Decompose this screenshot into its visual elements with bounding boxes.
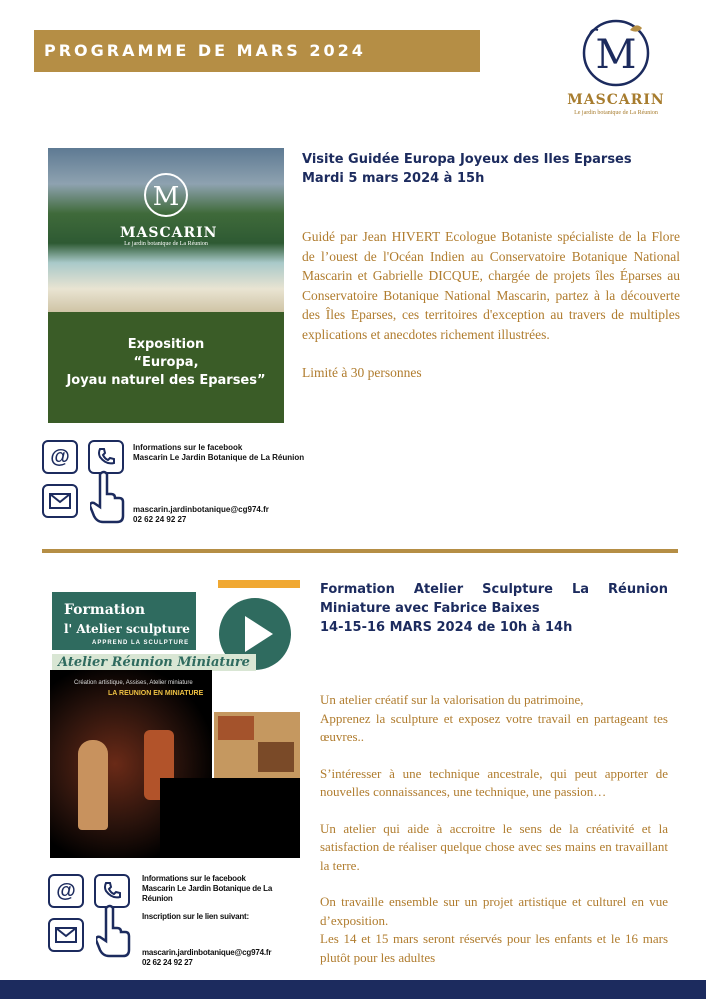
image-logo-name: MASCARIN [120, 225, 218, 241]
svg-text:M: M [595, 32, 637, 78]
phone-icon [88, 440, 124, 474]
email-at-icon: @ [48, 874, 84, 908]
logo-subtitle: Le jardin botanique de La Réunion [574, 110, 658, 116]
event2-title [320, 580, 668, 637]
atelier-script-title: Atelier Réunion Miniature [52, 654, 256, 671]
phone-number[interactable]: 02 62 24 92 27 [142, 958, 193, 967]
event2-paragraph: S’intéresser à une technique ancestrale, qui peut apporter de nouvelles connaissances, une technique, une passion… [320, 765, 668, 799]
image-subtitle: l' Atelier sculpture [64, 622, 190, 636]
event1-description: Guidé par Jean HIVERT Ecologue Botaniste spécialiste de la Flore de l’ouest de l'Océan Indien au Conservatoire Botanique National Mascarin et Gabrielle DICQUE, chargée de projets îles Éparses au Conservatoire Botanique National Mascarin, partez à la découverte des Îles Eparses, ces territoires d'exception au travers de multiples explications et anecdotes richement illustrées. [302, 229, 680, 342]
video-top-bar [48, 580, 300, 590]
section-divider [42, 549, 678, 553]
event1-image [48, 148, 284, 423]
facebook-label: Informations sur le facebook [133, 443, 243, 452]
poster-title: LA REUNION EN MINIATURE [108, 690, 204, 697]
event1-limit: Limité à 30 personnes [302, 365, 422, 380]
image-logo [120, 170, 218, 247]
event2-date: 14-15-16 MARS 2024 de 10h à 14h [320, 620, 573, 635]
event2-title-line: Formation Atelier Sculpture La Réunion [320, 582, 668, 597]
page-title-banner: PROGRAMME DE MARS 2024 [34, 30, 480, 72]
event2-description-block [320, 691, 668, 967]
event2-contact-icons [48, 874, 138, 958]
event1-description-block [302, 227, 680, 383]
formation-title-panel [52, 592, 196, 650]
europa-landscape-photo [48, 148, 284, 312]
envelope-icon [42, 484, 78, 518]
event1-contact-details [133, 505, 269, 525]
image-title: Formation [64, 602, 146, 618]
event2-paragraph: Un atelier créatif sur la valorisation du patrimoine, [320, 692, 584, 707]
email-link[interactable]: mascarin.jardinbotanique@cg974.fr [133, 505, 269, 514]
facebook-page-link[interactable]: Mascarin Le Jardin Botanique de La Réunion [133, 453, 305, 462]
event2-paragraph: Les 14 et 15 mars seront réservés pour les enfants et le 16 mars plutôt pour les adultes [320, 931, 668, 965]
image-logo-subtitle: Le jardin botanique de La Réunion [124, 241, 208, 247]
event2-title-line: Miniature avec Fabrice Baixes [320, 601, 540, 616]
poster-line: Création artistique, Assises, Atelier miniature [74, 680, 193, 686]
logo-name: MASCARIN [567, 92, 665, 108]
svg-text:M: M [152, 182, 180, 212]
caption-line: Exposition [127, 337, 205, 352]
facebook-page-link[interactable]: Mascarin Le Jardin Botanique de La Réunion [142, 884, 273, 903]
event1-contact-icons [42, 440, 132, 524]
mascarin-logo [560, 16, 672, 128]
event2-paragraph: On travaille ensemble sur un projet artistique et culturel en vue d’exposition. [320, 894, 668, 928]
event2-facebook-info [142, 874, 302, 922]
email-link[interactable]: mascarin.jardinbotanique@cg974.fr [142, 948, 272, 957]
event2-paragraph: Apprenez la sculpture et exposez votre travail en partageant tes œuvres.. [320, 710, 668, 744]
pointing-hand-icon [90, 470, 126, 524]
sculpture-gallery-photo [214, 712, 300, 778]
event1-date: Mardi 5 mars 2024 à 15h [302, 171, 485, 186]
caption-line: Joyau naturel des Eparses” [66, 373, 266, 388]
registration-label: Inscription sur le lien suivant: [142, 912, 249, 921]
black-overlay [160, 778, 300, 858]
envelope-icon [48, 918, 84, 952]
event1-title-line: Visite Guidée Europa Joyeux des Iles Eparses [302, 152, 632, 167]
caption-line: “Europa, [133, 355, 199, 370]
email-at-icon: @ [42, 440, 78, 474]
event2-paragraph: Un atelier qui aide à accroitre le sens de la créativité et la satisfaction de réaliser quelque chose avec ses mains en travaillant la terre. [320, 820, 668, 873]
exposition-caption [48, 312, 284, 423]
event1-title [302, 150, 682, 188]
mascarin-monogram-icon [141, 170, 191, 220]
phone-icon [94, 874, 130, 908]
image-tagline: APPREND LA SCULPTURE [92, 640, 190, 646]
event1-facebook-info [133, 443, 304, 463]
sculpture-figure [78, 740, 108, 830]
phone-number[interactable]: 02 62 24 92 27 [133, 515, 187, 524]
event2-image [48, 580, 300, 858]
footer-bar [0, 980, 706, 999]
facebook-label: Informations sur le facebook [142, 874, 246, 883]
mascarin-monogram-icon [576, 16, 656, 90]
event2-contact-details [142, 948, 271, 968]
pointing-hand-icon [96, 904, 132, 958]
